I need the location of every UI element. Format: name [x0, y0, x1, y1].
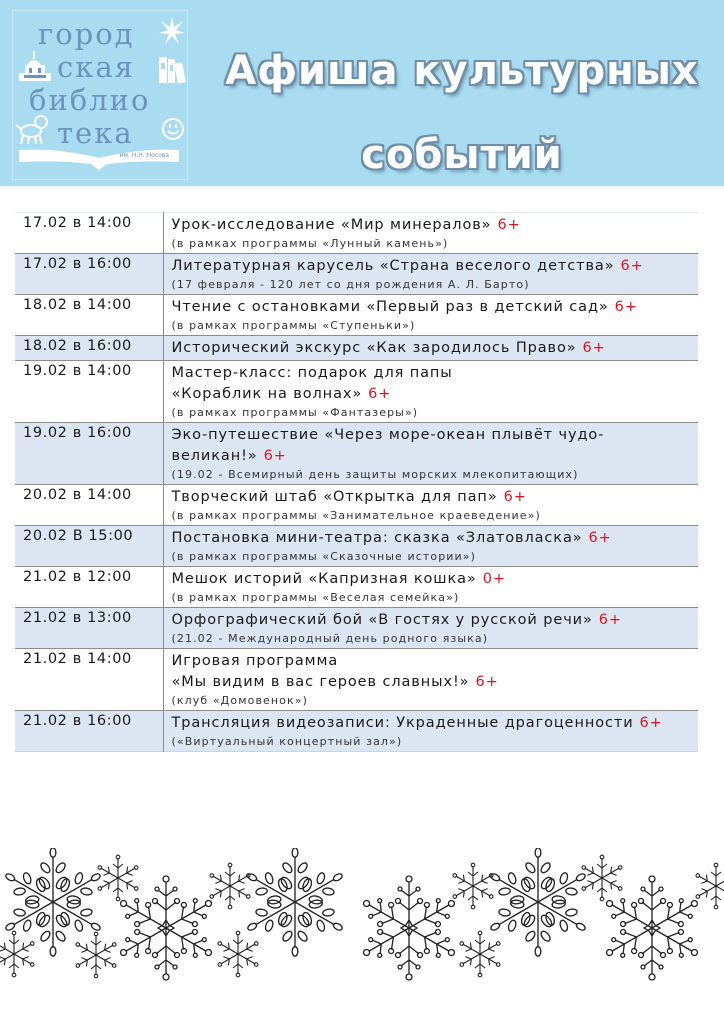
event-details — [163, 567, 698, 608]
event-datetime: 21.02 в 12:00 — [15, 567, 163, 608]
age-rating-badge: 6+ — [614, 299, 638, 315]
event-title: Урок-исследование «Мир минералов» 6+ — [171, 217, 521, 233]
event-row — [15, 485, 698, 526]
dog-icon — [15, 113, 51, 145]
event-datetime: 19.02 в 16:00 — [15, 423, 163, 485]
event-row — [15, 567, 698, 608]
event-details — [163, 649, 698, 711]
age-rating-badge: 6+ — [639, 715, 663, 731]
event-details — [163, 361, 698, 423]
event-details — [163, 254, 698, 295]
event-note: (клуб «Домовенок») — [171, 694, 308, 707]
event-title-continued: «Мы видим в вас героев славных!» 6+ — [171, 674, 499, 690]
age-rating-badge: 6+ — [582, 340, 606, 356]
snowflake-border-decoration — [0, 848, 724, 983]
event-datetime: 17.02 в 14:00 — [15, 213, 163, 254]
event-note: (в рамках программы «Фантазеры») — [171, 406, 419, 419]
event-row — [15, 213, 698, 254]
event-row — [15, 295, 698, 336]
age-rating-badge: 6+ — [620, 258, 644, 274]
page-title-line-2: событий — [361, 132, 563, 178]
event-datetime: 19.02 в 14:00 — [15, 361, 163, 423]
event-note: (21.02 - Международный день родного языка) — [171, 632, 489, 645]
event-note: (17 февраля - 120 лет со дня рождения А. Л. Барто) — [171, 278, 530, 291]
logo-text-line-2: ская — [57, 50, 135, 84]
event-details — [163, 485, 698, 526]
church-icon — [17, 51, 53, 83]
event-note: (в рамках программы «Веселая семейка») — [171, 591, 460, 604]
event-row — [15, 336, 698, 361]
event-row — [15, 361, 698, 423]
event-row — [15, 423, 698, 485]
age-rating-badge: 6+ — [263, 448, 287, 464]
age-rating-badge: 6+ — [368, 386, 392, 402]
event-datetime: 20.02 в 14:00 — [15, 485, 163, 526]
event-row — [15, 649, 698, 711]
event-title: Трансляция видеозаписи: Украденные драгоценности 6+ — [171, 715, 663, 731]
event-title: Чтение с остановками «Первый раз в детский сад» 6+ — [171, 299, 638, 315]
star-icon — [159, 17, 185, 45]
age-rating-badge: 6+ — [588, 530, 612, 546]
event-details — [163, 423, 698, 485]
event-note: (в рамках программы «Ступеньки») — [171, 319, 416, 332]
event-details — [163, 526, 698, 567]
event-row — [15, 526, 698, 567]
event-datetime: 17.02 в 16:00 — [15, 254, 163, 295]
event-datetime: 21.02 в 13:00 — [15, 608, 163, 649]
event-datetime: 18.02 в 16:00 — [15, 336, 163, 361]
logo-text-line-3: библио — [29, 83, 151, 117]
event-details — [163, 213, 698, 254]
event-details — [163, 336, 698, 361]
page-title-line-1: Афиша культурных — [225, 48, 699, 94]
event-datetime: 21.02 в 14:00 — [15, 649, 163, 711]
event-datetime: 21.02 в 16:00 — [15, 711, 163, 752]
event-datetime: 20.02 В 15:00 — [15, 526, 163, 567]
event-title: Мешок историй «Капризная кошка» 0+ — [171, 571, 506, 587]
logo-text-line-1: город — [38, 17, 135, 51]
header-banner — [0, 0, 724, 188]
event-title: Орфографический бой «В гостях у русской речи» 6+ — [171, 612, 622, 628]
events-schedule-table — [15, 212, 698, 752]
event-title: Эко-путешествие «Через море-океан плывёт чудо- — [171, 427, 605, 443]
age-rating-badge: 0+ — [482, 571, 506, 587]
event-details — [163, 608, 698, 649]
age-rating-badge: 6+ — [497, 217, 521, 233]
event-row — [15, 608, 698, 649]
logo-subtitle: им. Н.Н. Носова — [119, 152, 169, 159]
event-title: Постановка мини-театра: сказка «Златовласка» 6+ — [171, 530, 612, 546]
event-row — [15, 711, 698, 752]
event-note: (19.02 - Всемирный день защиты морских млекопитающих) — [171, 468, 579, 481]
event-details — [163, 295, 698, 336]
age-rating-badge: 6+ — [503, 489, 527, 505]
event-note: (в рамках программы «Лунный камень») — [171, 237, 449, 250]
event-title: Исторический экскурс «Как зародилось Право» 6+ — [171, 340, 606, 356]
event-row — [15, 254, 698, 295]
event-datetime: 18.02 в 14:00 — [15, 295, 163, 336]
event-title-continued: великан!» 6+ — [171, 448, 287, 464]
event-title: Творческий штаб «Открытка для пап» 6+ — [171, 489, 527, 505]
event-title: Литературная карусель «Страна веселого детства» 6+ — [171, 258, 644, 274]
event-title: Игровая программа — [171, 653, 339, 669]
age-rating-badge: 6+ — [598, 612, 622, 628]
event-details — [163, 711, 698, 752]
event-note: (в рамках программы «Занимательное краеведение») — [171, 509, 541, 522]
event-note: (в рамках программы «Сказочные истории») — [171, 550, 477, 563]
smiley-icon — [161, 117, 185, 141]
event-note: («Виртуальный концертный зал») — [171, 735, 403, 748]
age-rating-badge: 6+ — [475, 674, 499, 690]
event-title: Мастер-класс: подарок для папы — [171, 365, 453, 381]
logo-text-line-4: тека — [57, 116, 134, 150]
library-logo — [12, 10, 188, 180]
event-title-continued: «Кораблик на волнах» 6+ — [171, 386, 392, 402]
books-icon — [159, 55, 187, 85]
